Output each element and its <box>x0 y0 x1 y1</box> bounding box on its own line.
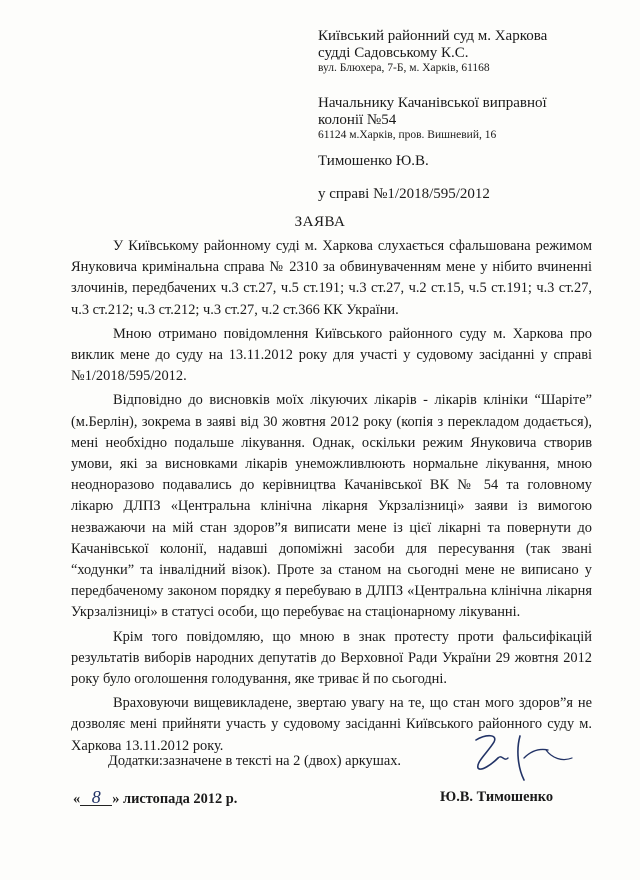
document-title: ЗАЯВА <box>294 214 346 230</box>
case-number: у справі №1/2018/595/2012 <box>318 186 490 202</box>
date-month-year: листопада 2012 р. <box>119 791 238 807</box>
sender-name: Тимошенко Ю.В. <box>318 153 429 169</box>
paragraph: У Київському районному суді м. Харкова слухається сфальшована режимом Януковича кримінальна справа № 2310 за обвинуваченням мене у нібито вчиненні злочинів, передбачених ч.3 ст.27, ч.5 ст.191; ч.3 ст.27, ч.2 ст.15, ч.5 ст.191; ч.3 ст.27, ч.3 ст.212; ч.3 ст.212; ч.3 ст.27, ч.2 ст.366 КК України. <box>71 238 592 318</box>
colony-address-block <box>318 95 618 141</box>
judge-name: судді Садовському К.С. <box>318 44 469 61</box>
signer-name: Ю.В. Тимошенко <box>440 789 554 805</box>
date-close-quote: » <box>112 791 120 807</box>
attachments-note: Додатки:зазначене в тексті на 2 (двох) аркушах. <box>108 753 402 769</box>
date-open-quote: « <box>73 791 81 807</box>
document-date <box>73 789 237 808</box>
court-street-address: вул. Блюхера, 7-Б, м. Харків, 61168 <box>318 61 490 74</box>
colony-number: колонії №54 <box>318 111 397 128</box>
colony-head-title: Начальнику Качанівської виправної <box>318 95 547 111</box>
court-address-block <box>318 28 618 74</box>
colony-street-address: 61124 м.Харків, пров. Вишневий, 16 <box>318 128 497 141</box>
handwritten-signature <box>468 728 578 788</box>
paragraph: Враховуючи вищевикладене, звертаю увагу на те, що стан мого здоров”я не дозволяє мені прийняти участь у судовому засіданні Київського районного суду м. Харкова 13.11.2012 року. <box>71 695 592 754</box>
paragraph: Мною отримано повідомлення Київського районного суду м. Харкова про виклик мене до суду на 13.11.2012 року для участі у судовому засіданні у справі №1/2018/595/2012. <box>71 325 592 385</box>
statement-body <box>71 236 592 760</box>
date-day-handwritten: 8 <box>80 789 112 806</box>
court-name: Київський районний суд м. Харкова <box>318 28 548 44</box>
paragraph: Відповідно до висновків моїх лікуючих лікарів - лікарів клініки “Шаріте” (м.Берлін), зокрема в заяві від 30 жовтня 2012 року (копія з перекладом додається), мені необхідно подальше лікування. Однак, оскільки режим Януковича створив умови, які за висновками лікарів унеможливлюють нормальне лікування, мною неодноразово подавались до керівництва Качанівської ВК № 54 та головному лікарю ДЛПЗ «Центральна клінічна лікарня Укрзалізниці» заяви із вимогою незважаючи на мій стан здоров”я виписати мене із цієї лікарні та повернути до Качанівської колонії, надавші допоміжні засоби для пересування (так звані “ходунки” та інвалідний візок). Проте за станом на сьогодні мене не виписано у передбаченому законом порядку я перебуваю в ДЛПЗ «Центральна клінічна лікарня Укрзалізниці» в статусі особи, що перебуває на стаціонарному лікуванні. <box>71 392 592 621</box>
paragraph: Крім того повідомляю, що мною в знак протесту проти фальсифікацій результатів виборів народних депутатів до Верховної Ради України 29 жовтня 2012 року було оголошення голодування, яке триває й по сьогодні. <box>71 628 592 688</box>
